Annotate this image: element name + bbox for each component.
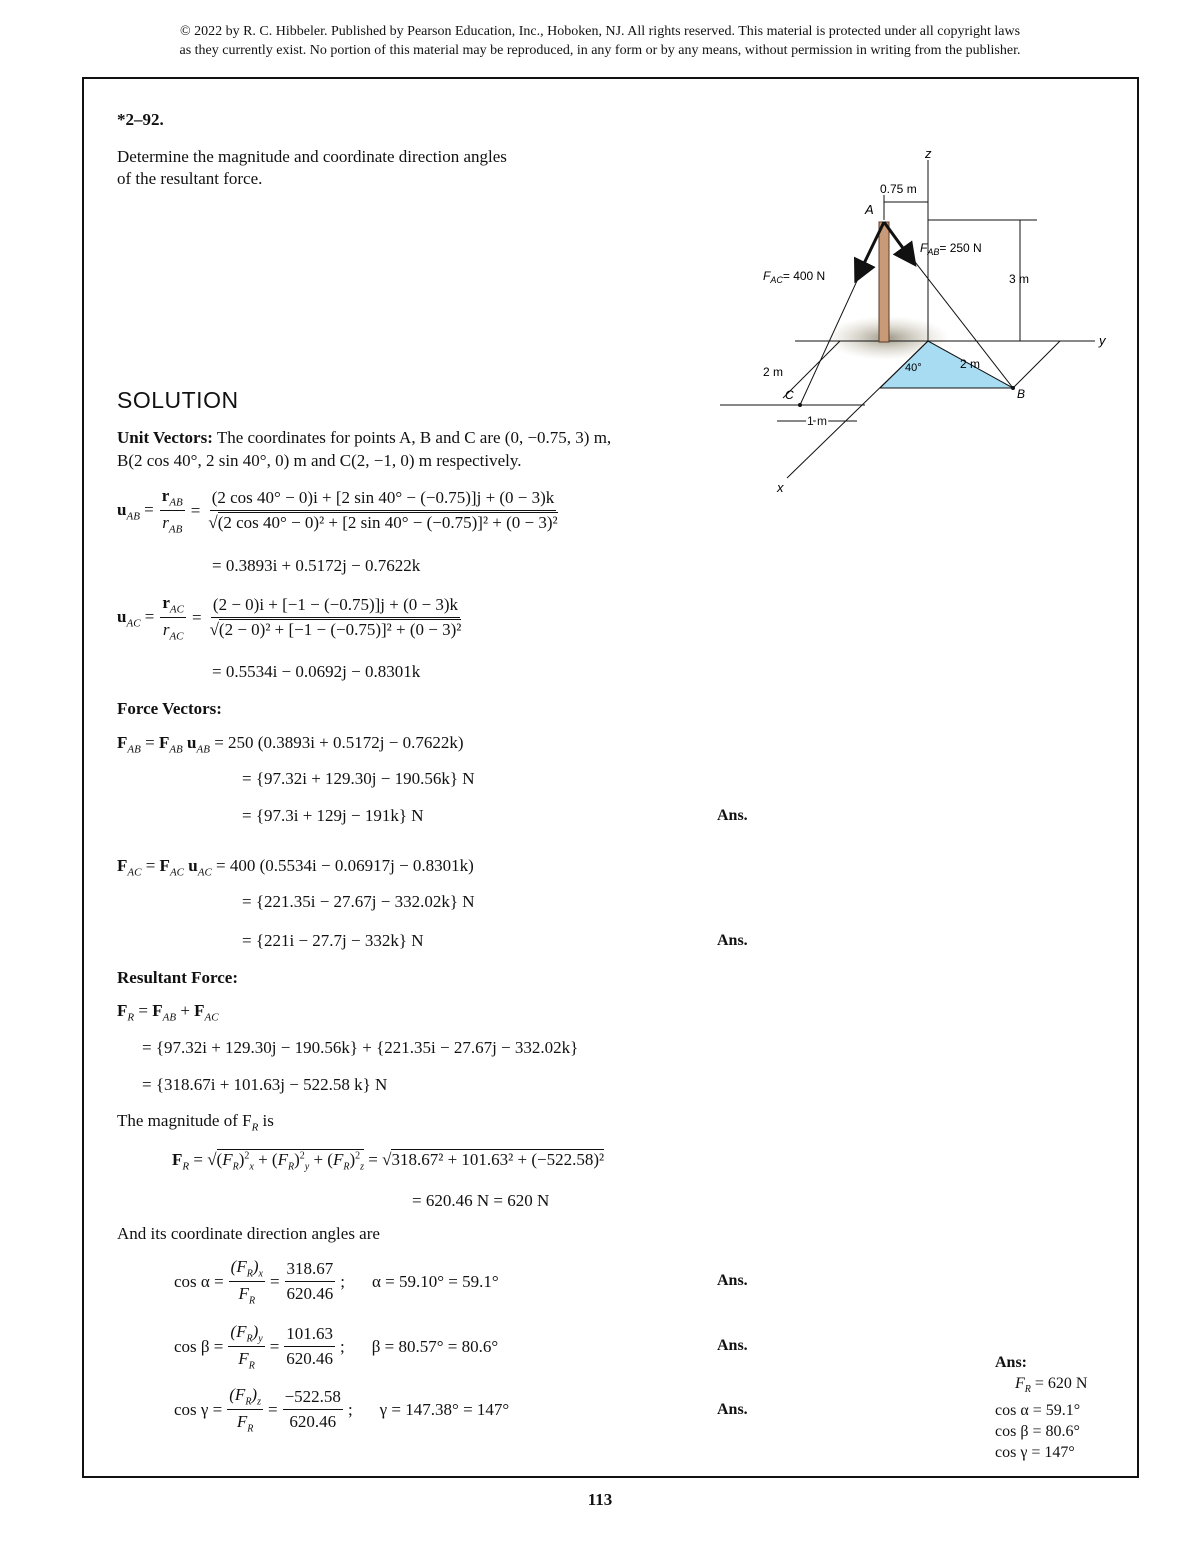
point-b-dot [1011,386,1015,390]
dim-1m-label: 1 m [807,414,828,428]
final-cos-gamma: cos γ = 147° [995,1444,1075,1462]
fac-equation-2: = {221.35i − 27.67j − 332.02k} N [242,892,475,911]
fr-definition: $F_R = F_{AB} + F_{AC}$ [117,1001,219,1024]
ans-gamma: Ans. [717,1401,748,1418]
final-answer-heading: Ans: [995,1354,1028,1371]
uac-denominator: (2 − 0)² + [−1 − (−0.75)]² + (0 − 3)² [218,620,462,640]
fr-equation-2: = {318.67i + 101.63j − 522.58 k} N [142,1075,388,1094]
fr-equation-1: = {97.32i + 129.30j − 190.56k} + {221.35i − 27.67j − 332.02k} [142,1038,579,1057]
point-c-label: C [785,388,794,402]
magnitude-result: = 620.46 N = 620 N [412,1191,550,1210]
dim-3m-label: 3 m [1009,272,1030,286]
fac-label: $F_{AC}= 400$ N [763,269,826,285]
problem-number: *2–92. [117,110,164,129]
problem-figure [715,140,1125,500]
solution-title: SOLUTION [117,387,239,413]
alpha-result: α = 59.10° = 59.1° [372,1271,499,1291]
copyright-line-2: as they currently exist. No portion of this material may be reproduced, in any form or by any means, without permission in writing from the publisher. [179,43,1021,58]
fab-equation-3: = {97.3i + 129j − 191k} N [242,806,424,825]
fab-equation-1: $F_{AB} = F_{AB}$ $u_{AB} = 250$ (0.3893i + 0.5172j − 0.7622k) [117,733,464,756]
angles-text: And its coordinate direction angles are [117,1224,380,1243]
ground-edge-right [1013,341,1060,388]
final-fr: $F_R = 620$ N [1015,1375,1088,1396]
unit-vectors-line-2: B(2 cos 40°, 2 sin 40°, 0) m and C(2, −1, 0) m respectively. [117,451,522,470]
dim-2m-left: 2 m [763,365,784,379]
gamma-result: γ = 147.38° = 147° [379,1399,510,1419]
dim-075-label: 0.75 m [880,182,917,196]
unit-vectors-heading: Unit Vectors: [117,428,213,447]
uab-numerator: (2 cos 40° − 0)i + [2 sin 40° − (−0.75)]j + (0 − 3)k [210,488,557,511]
final-answer [995,1352,1087,1463]
point-c-dot [798,403,802,407]
cos-alpha-equation: cos α = $\frac{(F_R)_x}{F_R}$ = $\frac{318.67}{620.46}$ ; α = 59.10° = 59.1° [174,1257,499,1307]
dim-2m-b: 2 m [960,357,981,371]
resultant-heading: Resultant Force: [117,968,239,987]
ans-fab: Ans. [717,807,748,824]
fac-equation-1: $F_{AC} = F_{AC}$ $u_{AC} = 400$ (0.5534i − 0.06917j − 0.8301k) [117,856,474,879]
statement-line-2: of the resultant force. [117,169,263,188]
magnitude-equation: $F_R = √(F_R)^2_x + (F_R)^2_y + (F_R)^2_z = √318.67^2 + 101.63^2 + (-522.58)^2$ [172,1150,605,1173]
ans-alpha: Ans. [717,1272,748,1289]
page-number: 113 [587,1490,613,1509]
statement-line-1: Determine the magnitude and coordinate direction angles [117,147,507,166]
fab-equation-2: = {97.32i + 129.30j − 190.56k} N [242,769,475,788]
force-vectors-heading: Force Vectors: [117,699,222,718]
uab-denominator: (2 cos 40° − 0)² + [2 sin 40° − (−0.75)]² + (0 − 3)² [217,513,558,533]
copyright-line-1: © 2022 by R. C. Hibbeler. Published by Pearson Education, Inc., Hoboken, NJ. All rights reserved. This material is protected under all copyright laws [179,24,1021,39]
uac-result: = 0.5534i − 0.0692j − 0.8301k [212,662,421,681]
fac-equation-3: = {221i − 27.7j − 332k} N [242,931,424,950]
ans-fac: Ans. [717,932,748,949]
beta-result: β = 80.57° = 80.6° [371,1336,499,1356]
uac-numerator: (2 − 0)i + [−1 − (−0.75)]j + (0 − 3)k [211,595,460,618]
uab-equation: $u_{AB}$ = $\frac{r_{AB}}{r_{AB}}$ = $\frac{(2 \cos 40^\circ - 0)i + [2 \sin 40^\circ - (-0.75)]j + (0 - 3)k}{\text{√(2 cos 40° − 0)² + [2 sin 40° − (−0.75)]² + (0 − 3)²}}$ [117,486,558,536]
unit-vectors-line-1: Unit Vectors: The coordinates for points A, B and C are (0, −0.75, 3) m, [117,428,612,447]
copyright-notice [0,22,1200,60]
z-axis-label: z [925,146,932,161]
ans-beta: Ans. [717,1337,748,1354]
cos-beta-equation: cos β = $\frac{(F_R)_y}{F_R}$ = $\frac{101.63}{620.46}$ ; β = 80.57° = 80.6° [174,1322,499,1372]
y-axis-label: y [1099,333,1106,348]
problem-statement [117,146,507,190]
point-a-label: A [865,202,874,217]
x-axis-label: x [777,480,784,495]
point-b-label: B [1017,387,1026,401]
magnitude-text: The magnitude of $F_R$ is [117,1111,274,1134]
angle-40-label: 40° [905,362,922,374]
uab-result: = 0.3893i + 0.5172j − 0.7622k [212,556,421,575]
pole [879,222,889,342]
magnitude-rhs: 318.67² + 101.63² + (−522.58)² [391,1150,605,1169]
cos-gamma-equation: cos γ = $\frac{(F_R)_z}{F_R}$ = $\frac{-522.58}{620.46}$ ; γ = 147.38° = 147° [174,1385,510,1435]
final-cos-beta: cos β = 80.6° [995,1423,1080,1441]
uac-equation: $u_{AC}$ = $\frac{r_{AC}}{r_{AC}}$ = $\frac{(2 - 0)i + [-1 - (-0.75)]j + (0 - 3)k}{\text{√(2 − 0)² + [−1 − (−0.75)]² + (0 − 3)²}}$ [117,593,462,643]
fab-label: $F_{AB}= 250$ N [920,241,982,257]
final-cos-alpha: cos α = 59.1° [995,1402,1081,1420]
